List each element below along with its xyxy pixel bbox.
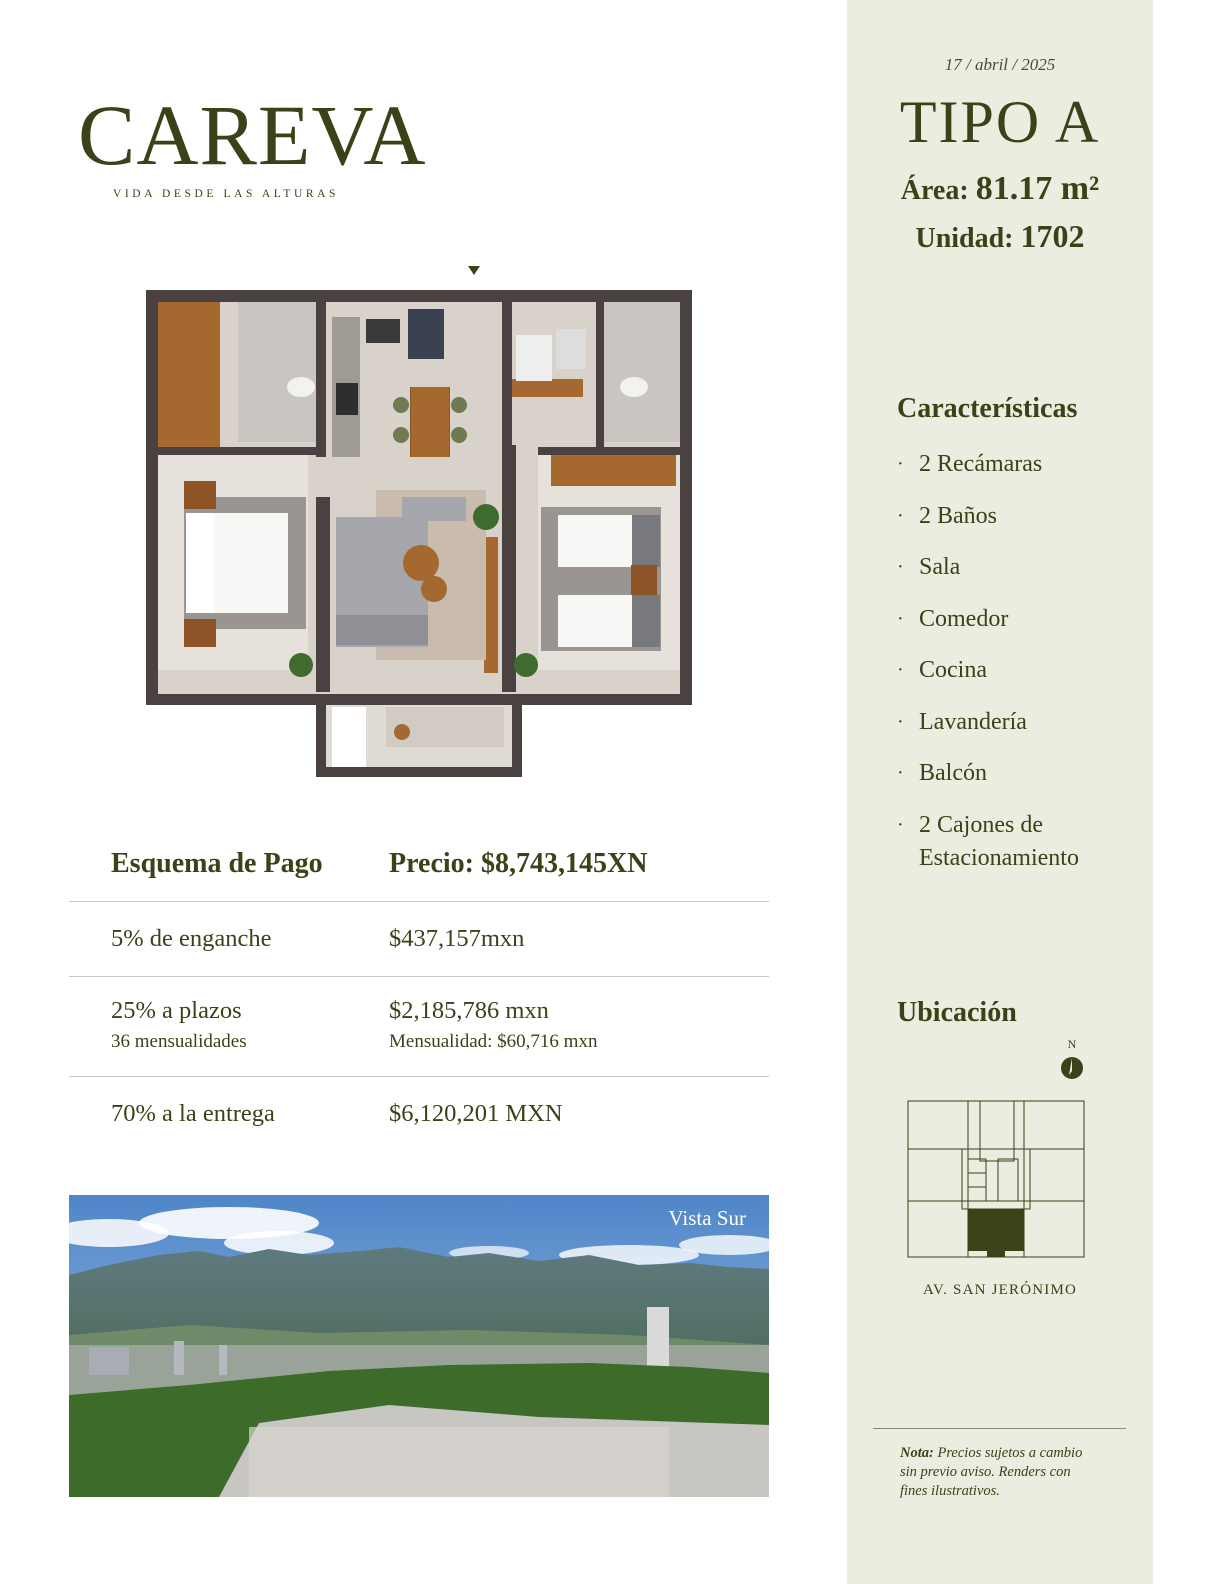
list-item: · Comedor [897, 603, 1137, 636]
floor-plan-render [146, 265, 692, 777]
payment-table-header [69, 830, 769, 902]
table-row [69, 977, 769, 1077]
payment-label: 5% de enganche [111, 925, 272, 952]
payment-amount: $6,120,201 MXN [389, 1100, 563, 1127]
list-item: · 2 Baños [897, 500, 1137, 533]
photo-label: Vista Sur [668, 1206, 746, 1230]
site-plan-diagram [905, 1097, 1087, 1261]
table-row [69, 1077, 769, 1151]
payment-label: 25% a plazos [111, 997, 242, 1024]
north-compass-icon [1055, 1037, 1089, 1081]
unit-type-title: TIPO A [899, 89, 1101, 155]
list-item: · Sala [897, 551, 1137, 584]
south-view-photo [69, 1195, 769, 1497]
note-text: Precios sujetos a cambio sin previo aviso. Renders con fines ilustrativos. [900, 1445, 1083, 1499]
landscape-image [69, 1195, 769, 1497]
list-item: · Cocina [897, 654, 1137, 687]
orientation-marker-icon [468, 266, 480, 275]
list-item: · Balcón [897, 757, 1137, 790]
unit-line [847, 218, 1153, 255]
document-date: 17 / abril / 2025 [944, 55, 1056, 74]
payment-table [69, 830, 769, 1151]
brand-tagline: VIDA DESDE LAS ALTURAS [112, 188, 340, 200]
payment-amount: $437,157mxn [389, 925, 525, 952]
features-title: Características [897, 393, 1078, 424]
note-label: Nota: [900, 1445, 934, 1461]
brand-logo: CAREVA [78, 87, 427, 183]
area-line [847, 170, 1153, 208]
area-label: Área: [900, 175, 969, 206]
street-name: AV. SAN JERÓNIMO [922, 1282, 1078, 1298]
disclaimer-note [900, 1444, 1100, 1501]
features-list [897, 448, 1137, 893]
area-value: 81.17 m² [975, 170, 1100, 207]
list-item: · Lavandería [897, 706, 1137, 739]
compass-label: N [1067, 1037, 1077, 1051]
unit-label: Unidad: [915, 223, 1014, 254]
divider [873, 1428, 1126, 1429]
list-item: · 2 Cajones de Estacionamiento [897, 809, 1137, 875]
payment-scheme-title: Esquema de Pago [111, 848, 323, 879]
payment-amount: $2,185,786 mxn [389, 997, 549, 1024]
location-title: Ubicación [897, 997, 1017, 1028]
table-row [69, 902, 769, 977]
payment-sublabel: 36 mensualidades [111, 1031, 247, 1052]
total-price: Precio: $8,743,145XN [389, 848, 648, 879]
payment-label: 70% a la entrega [111, 1100, 275, 1127]
unit-value: 1702 [1020, 218, 1085, 254]
monthly-payment: Mensualidad: $60,716 mxn [389, 1031, 598, 1052]
list-item: · 2 Recámaras [897, 448, 1137, 481]
